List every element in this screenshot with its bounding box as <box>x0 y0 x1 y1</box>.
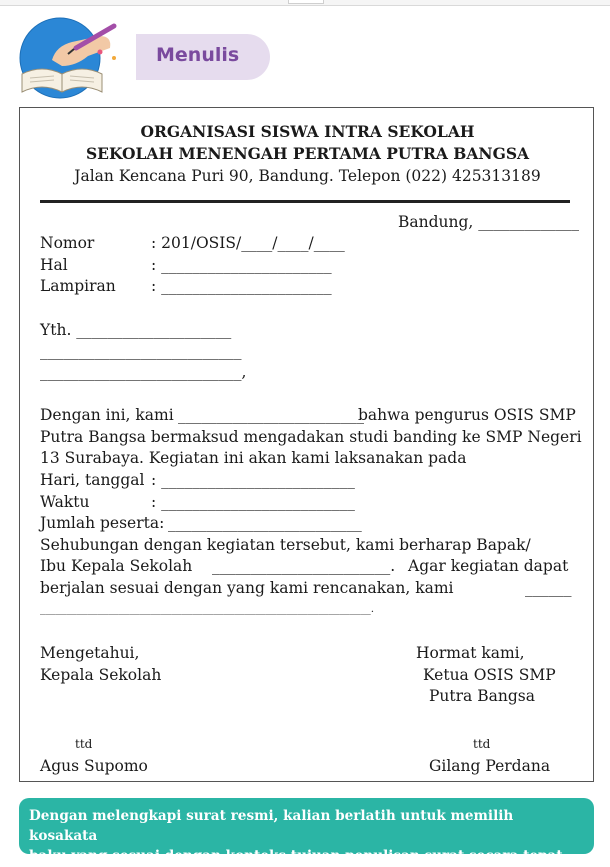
sign-left-ttd: ttd <box>75 737 93 751</box>
kop-divider <box>40 200 570 203</box>
section-title: Menulis <box>156 44 240 66</box>
detail-label-date: Hari, tanggal <box>40 471 145 489</box>
closing-line2-start: Ibu Kepala Sekolah <box>40 557 193 575</box>
letter-sheet <box>19 107 594 782</box>
body-line2: Putra Bangsa bermaksud mengadakan studi banding ke SMP Negeri <box>40 428 582 446</box>
sign-left-line2: Kepala Sekolah <box>40 666 162 684</box>
closing-line4: _______________________________________________________________. <box>40 603 375 615</box>
kop-address: Jalan Kencana Puri 90, Bandung. Telepon (022) 425313189 <box>74 167 541 185</box>
detail-label-time: Waktu <box>40 493 90 511</box>
field-value-lampiran: : ______________________ <box>151 277 332 295</box>
recipient-line: Yth. ____________________ <box>40 321 232 339</box>
sign-right-line3: Putra Bangsa <box>429 687 535 705</box>
kop-school: SEKOLAH MENENGAH PERTAMA PUTRA BANGSA <box>85 144 530 163</box>
field-label-nomor: Nomor <box>40 234 95 252</box>
top-bar <box>0 0 610 6</box>
info-line1: Dengan melengkapi surat resmi, kalian berlatih untuk memilih kosakata <box>29 808 514 844</box>
body-line1-end: bahwa pengurus OSIS SMP <box>358 406 576 424</box>
field-value-hal: : ______________________ <box>151 256 332 274</box>
place-date: Bandung, _____________ <box>398 213 580 231</box>
closing-line2-blank: _______________________. <box>212 557 396 575</box>
top-tab <box>288 0 324 4</box>
detail-value-date: : _________________________ <box>151 471 355 489</box>
recipient-line: __________________________, <box>40 363 247 381</box>
closing-line2-end: Agar kegiatan dapat <box>408 557 569 575</box>
field-label-hal: Hal <box>40 256 68 274</box>
info-line2: baku yang sesuai dengan konteks tujuan penulisan surat secara tepat. <box>29 848 568 864</box>
kop-org: ORGANISASI SISWA INTRA SEKOLAH <box>140 122 475 141</box>
closing-line1: Sehubungan dengan kegiatan tersebut, kami berharap Bapak/ <box>40 536 531 554</box>
sign-right-line2: Ketua OSIS SMP <box>423 666 556 684</box>
recipient-line: __________________________ <box>40 342 242 360</box>
body-line1-blank: ________________________ <box>178 406 364 424</box>
detail-value-time: : _________________________ <box>151 493 355 511</box>
detail-label-participants: Jumlah peserta: <box>40 514 165 532</box>
sign-right-line1: Hormat kami, <box>416 644 525 662</box>
body-line3: 13 Surabaya. Kegiatan ini akan kami laksanakan pada <box>40 449 467 467</box>
sign-right-ttd: ttd <box>473 737 491 751</box>
writing-book-icon <box>16 16 120 100</box>
closing-line3-start: berjalan sesuai dengan yang kami rencanakan, kami <box>40 579 454 597</box>
detail-value-participants: _________________________ <box>168 514 362 532</box>
info-callout <box>19 798 594 864</box>
field-value-nomor: : 201/OSIS/____/____/____ <box>151 234 345 252</box>
field-label-lampiran: Lampiran <box>40 277 116 295</box>
body-line1-start: Dengan ini, kami <box>40 406 174 424</box>
sign-right-name: Gilang Perdana <box>429 757 551 775</box>
closing-line3-blank: ______ <box>525 579 572 597</box>
sign-left-line1: Mengetahui, <box>40 644 140 662</box>
sign-left-name: Agus Supomo <box>40 757 148 775</box>
